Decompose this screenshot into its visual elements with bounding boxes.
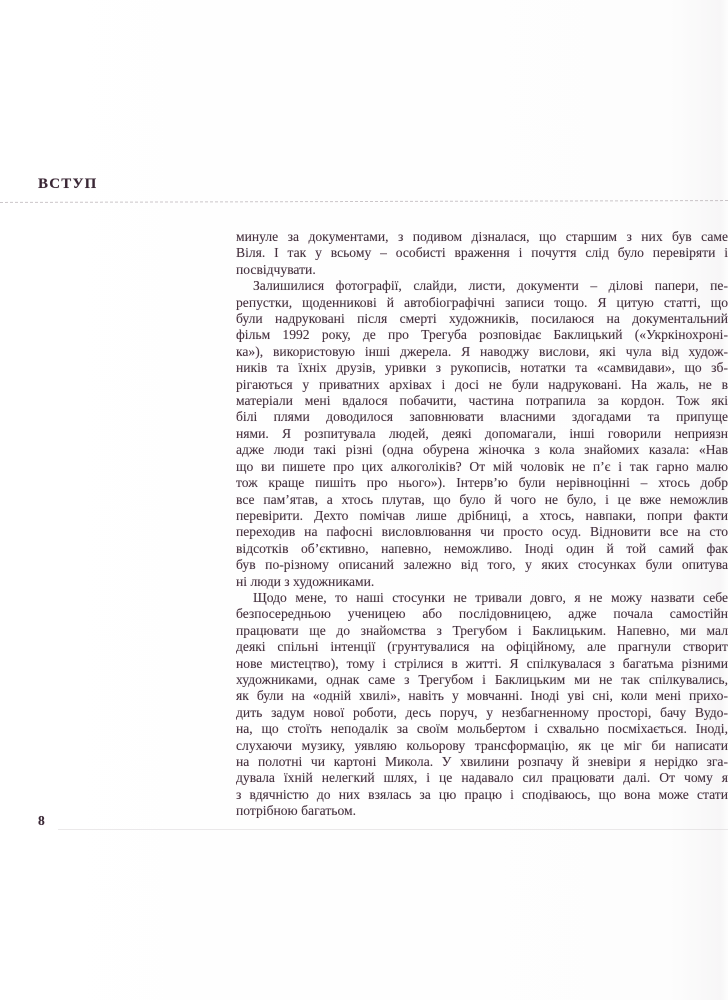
text-line: був по-різному описаний залежно від того, у яких стосунках були опитува bbox=[236, 557, 728, 573]
text-line: репустки, щоденникові й автобіографічні записи тощо. Я цитую статті, що bbox=[236, 294, 728, 310]
text-line: на, що стоїть неподалік за своїм мольбертом і схвально посміхається. Іноді, bbox=[236, 721, 728, 737]
text-line: посвідчувати. bbox=[236, 261, 316, 277]
text-line: відсотків об’єктивно, напевно, неможливо. Іноді один й той самий фак bbox=[236, 540, 728, 556]
scan-artifact-line bbox=[58, 829, 728, 830]
text-line: ка»), використовую інші джерела. Я наводжу вислови, які чула від худож- bbox=[236, 343, 728, 359]
text-line: переходив на пафосні висловлювання чи просто осуд. Відновити все на сто bbox=[236, 524, 728, 540]
text-line: ні люди з художниками. bbox=[236, 573, 375, 589]
text-line: деякі спільні інтенції (грунтувалися на офіційному, але прагнули створит bbox=[236, 639, 728, 655]
text-line: все пам’ятав, а хтось плутав, що було й чого не було, і це вже неможлив bbox=[236, 491, 728, 507]
text-line: Віля. І так у всьому – особисті враження і почуття слід було перевіряти і bbox=[236, 245, 728, 261]
chapter-heading: ВСТУП bbox=[38, 176, 98, 192]
text-line: Щодо мене, то наші стосунки не тривали довго, я не можу назвати себе bbox=[253, 589, 728, 605]
text-line: художниками, однак саме з Трегубом і Баклицьким ми не так спілкувались, bbox=[236, 671, 728, 687]
text-line: що ви пишете про цих алкоголіків? От мій чоловік не п’є і так гарно малю bbox=[236, 458, 728, 474]
text-line: нове мистецтво), тому і стрілися в житті. Я спілкувалася з багатьма різними bbox=[236, 655, 728, 671]
text-line: тож краще пишіть про нього»). Інтерв’ю були нерівноцінні – хтось добр bbox=[236, 475, 728, 491]
text-line: були надруковані після смерті художників, посилаюся на документальний bbox=[236, 311, 728, 327]
text-line: ників та їхніх друзів, уривки з рукописів, нотатки та «самвидави», що зб- bbox=[236, 360, 728, 376]
body-text bbox=[236, 229, 728, 820]
page-number: 8 bbox=[38, 813, 45, 828]
heading-divider-rule bbox=[0, 200, 728, 203]
text-line: білі плями доводилося заповнювати власними здогадами та припуще bbox=[236, 409, 728, 425]
text-line: фільм 1992 року, де про Трегуба розповідає Баклицький («Укркінохроні- bbox=[236, 327, 728, 343]
text-line: безпосередньою ученицею або послідовницею, адже почала самостійн bbox=[236, 606, 728, 622]
text-line: як були на «одній хвилі», навіть у мовчанні. Іноді уві сні, коли мені прихо- bbox=[236, 688, 728, 704]
text-line: працювати ще до знайомства з Трегубом і Баклицьким. Напевно, ми мал bbox=[236, 622, 728, 638]
text-line: дить задум нової роботи, десь поруч, у незбагненному просторі, бачу Вудо- bbox=[236, 704, 728, 720]
text-line: дувала їхній нелегкий шлях, і це надавало сил працювати далі. От чому я bbox=[236, 770, 728, 786]
text-line: рігаються у приватних архівах і досі не були надруковані. На жаль, не в bbox=[236, 376, 728, 392]
text-line: з вдячністю до них взялась за цю працю і сподіваюсь, що вона може стати bbox=[236, 786, 728, 802]
text-line: адже люди такі різні (одна обурена жіночка з кола знайомих казала: «Нав bbox=[236, 442, 728, 458]
text-line: потрібною багатьом. bbox=[236, 803, 357, 819]
text-line: на полотні чи картоні Микола. У хвилини розпачу й зневіри я нерідко зга- bbox=[236, 754, 728, 769]
text-line: перевірити. Дехто помічав лише дрібниці, а хтось, навпаки, попри факти bbox=[236, 507, 728, 523]
text-line: минуле за документами, з подивом дізналася, що старшим з них був саме bbox=[236, 229, 728, 244]
text-line: нями. Я розпитувала людей, деякі допомагали, інші говорили неприязн bbox=[236, 425, 728, 441]
text-line: матеріали мені вдалося побачити, частина потрапила за кордон. Тож які bbox=[236, 393, 728, 409]
text-line: Залишилися фотографії, слайди, листи, документи – ділові папери, пе- bbox=[253, 278, 728, 294]
text-line: слухаючи музику, уявляю кольорову трансформацію, як це міг би написати bbox=[236, 737, 728, 753]
